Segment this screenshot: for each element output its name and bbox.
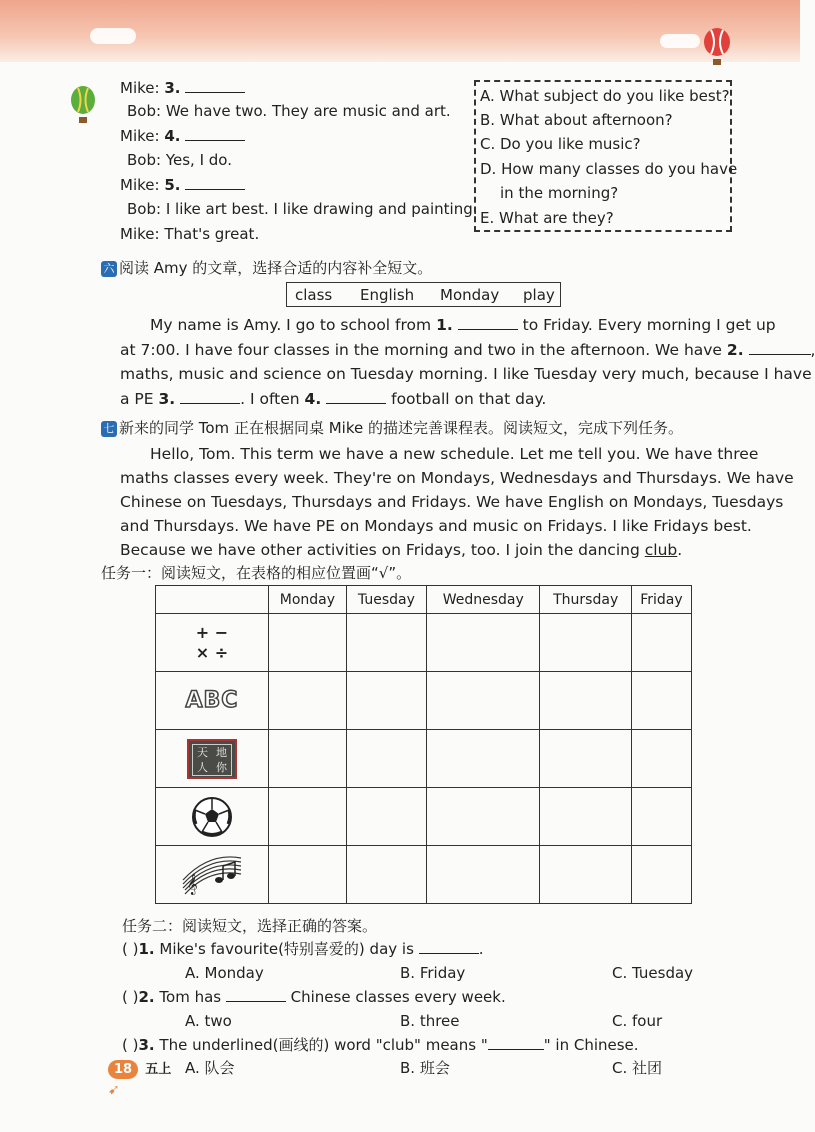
passage-line: My name is Amy. I go to school from 1. to Friday. Every morning I get up bbox=[150, 316, 776, 334]
question-2: ( )2. Tom has Chinese classes every week. bbox=[122, 988, 506, 1006]
table-row bbox=[156, 614, 692, 672]
table-row bbox=[156, 846, 692, 904]
table-row bbox=[156, 730, 692, 788]
option-c: C. four bbox=[612, 1012, 663, 1030]
section-badge: 六 bbox=[101, 261, 117, 277]
table-cell[interactable] bbox=[631, 672, 691, 730]
passage-line: at 7:00. I have four classes in the morning and two in the afternoon. We have 2. , bbox=[120, 341, 815, 359]
abc-letters-icon: ABC bbox=[156, 672, 269, 730]
passage-line: Chinese on Tuesdays, Thursdays and Fridays. We have English on Mondays, Tuesdays bbox=[120, 493, 784, 511]
option-b: B. Friday bbox=[400, 964, 466, 982]
table-cell[interactable] bbox=[426, 730, 539, 788]
option-a: A. Monday bbox=[185, 964, 264, 982]
football-icon bbox=[156, 788, 269, 846]
cloud-icon bbox=[90, 28, 136, 44]
maths-symbols-icon: + − × ÷ bbox=[156, 614, 269, 672]
answer-blank[interactable] bbox=[185, 189, 245, 190]
table-cell[interactable] bbox=[426, 788, 539, 846]
table-cell[interactable] bbox=[426, 672, 539, 730]
passage-line: and Thursdays. We have PE on Mondays and music on Fridays. I like Fridays best. bbox=[120, 517, 752, 535]
option-d: D. How many classes do you have bbox=[480, 160, 738, 178]
underlined-word-club: club bbox=[644, 541, 678, 559]
option-b: B. 班会 bbox=[400, 1059, 450, 1077]
dialog-line: Bob: We have two. They are music and art. bbox=[127, 102, 451, 120]
word-bank bbox=[286, 282, 561, 307]
table-cell[interactable] bbox=[540, 730, 631, 788]
answer-blank[interactable] bbox=[185, 92, 245, 93]
svg-text:𝄞: 𝄞 bbox=[187, 873, 198, 895]
table-cell[interactable] bbox=[346, 672, 426, 730]
word-bank-item: Monday bbox=[440, 286, 500, 304]
music-notes-icon bbox=[156, 846, 269, 904]
chinese-characters-icon: 天 地 人 你 bbox=[156, 730, 269, 788]
answer-blank[interactable] bbox=[488, 1049, 544, 1050]
table-cell[interactable] bbox=[540, 788, 631, 846]
table-cell[interactable] bbox=[540, 614, 631, 672]
day-header: Tuesday bbox=[346, 586, 426, 614]
dialog-line: Mike: 3. bbox=[120, 78, 245, 98]
passage-line: Hello, Tom. This term we have a new schedule. Let me tell you. We have three bbox=[150, 445, 759, 463]
option-a: A. What subject do you like best? bbox=[480, 87, 730, 105]
option-b: B. What about afternoon? bbox=[480, 111, 673, 129]
passage-line: a PE 3. . I often 4. football on that day. bbox=[120, 390, 547, 408]
table-cell[interactable] bbox=[269, 730, 347, 788]
dialog-line: Mike: 4. bbox=[120, 126, 245, 146]
table-cell[interactable] bbox=[346, 614, 426, 672]
table-cell[interactable] bbox=[540, 672, 631, 730]
answer-blank[interactable] bbox=[185, 140, 245, 141]
dialog-line: Mike: That's great. bbox=[120, 225, 260, 243]
question-3: ( )3. The underlined(画线的) word "club" means " " in Chinese. bbox=[122, 1036, 639, 1054]
table-cell[interactable] bbox=[631, 846, 691, 904]
dialog-line: Bob: Yes, I do. bbox=[127, 151, 232, 169]
table-cell[interactable] bbox=[426, 846, 539, 904]
answer-paren[interactable]: ( ) bbox=[122, 940, 139, 958]
table-cell[interactable] bbox=[346, 788, 426, 846]
section-6-title: 六 阅读 Amy 的文章，选择合适的内容补全短文。 bbox=[101, 258, 432, 278]
table-row bbox=[156, 788, 692, 846]
answer-blank[interactable] bbox=[749, 354, 811, 355]
option-d-continued: in the morning? bbox=[500, 184, 619, 202]
word-bank-item: class bbox=[295, 286, 333, 304]
option-e: E. What are they? bbox=[480, 209, 614, 227]
answer-blank[interactable] bbox=[458, 329, 518, 330]
task-2-title: 任务二：阅读短文，选择正确的答案。 bbox=[122, 917, 378, 935]
header-band bbox=[0, 0, 800, 62]
option-c: C. 社团 bbox=[612, 1059, 663, 1077]
section-badge: 七 bbox=[101, 421, 117, 437]
cloud-icon bbox=[660, 34, 700, 48]
grade-label: 五上 bbox=[145, 1062, 172, 1077]
word-bank-item: English bbox=[360, 286, 415, 304]
table-cell[interactable] bbox=[631, 788, 691, 846]
table-cell[interactable] bbox=[346, 730, 426, 788]
day-header: Thursday bbox=[540, 586, 631, 614]
table-cell[interactable] bbox=[631, 730, 691, 788]
options-box bbox=[474, 80, 738, 232]
dialog-line: Mike: 5. bbox=[120, 175, 245, 195]
section-7-title: 七 新来的同学 Tom 正在根据同桌 Mike 的描述完善课程表。阅读短文，完成下列任务。 bbox=[101, 418, 683, 438]
day-header: Monday bbox=[269, 586, 347, 614]
option-a: A. two bbox=[185, 1012, 232, 1030]
option-b: B. three bbox=[400, 1012, 460, 1030]
day-header: Friday bbox=[631, 586, 691, 614]
answer-paren[interactable]: ( ) bbox=[122, 988, 139, 1006]
table-cell[interactable] bbox=[540, 846, 631, 904]
option-c: C. Do you like music? bbox=[480, 135, 641, 153]
question-1: ( )1. Mike's favourite(特别喜爱的) day is . bbox=[122, 940, 484, 958]
answer-blank[interactable] bbox=[326, 403, 386, 404]
option-a: A. 队会 bbox=[185, 1059, 235, 1077]
table-corner-cell bbox=[156, 586, 269, 614]
passage-line: maths classes every week. They're on Mondays, Wednesdays and Thursdays. We have bbox=[120, 469, 794, 487]
table-cell[interactable] bbox=[631, 614, 691, 672]
word-bank-item: play bbox=[523, 286, 555, 304]
answer-paren[interactable]: ( ) bbox=[122, 1036, 139, 1054]
hot-air-balloon-icon bbox=[700, 28, 734, 68]
answer-blank[interactable] bbox=[226, 1001, 286, 1002]
task-1-title: 任务一：阅读短文，在表格的相应位置画“√”。 bbox=[101, 564, 412, 582]
table-cell[interactable] bbox=[426, 614, 539, 672]
table-row bbox=[156, 672, 692, 730]
page-number: 18 bbox=[108, 1060, 138, 1079]
passage-line: maths, music and science on Tuesday morning. I like Tuesday very much, because I have bbox=[120, 365, 812, 383]
table-cell[interactable] bbox=[269, 846, 347, 904]
day-header: Wednesday bbox=[426, 586, 539, 614]
table-cell[interactable] bbox=[269, 672, 347, 730]
page-footer bbox=[108, 1058, 188, 1098]
passage-line: Because we have other activities on Fridays, too. I join the dancing club. bbox=[120, 541, 683, 559]
table-cell[interactable] bbox=[346, 846, 426, 904]
schedule-table bbox=[155, 585, 692, 904]
dialog-line: Bob: I like art best. I like drawing and painting. bbox=[127, 200, 478, 218]
hot-air-balloon-icon bbox=[68, 86, 98, 126]
table-cell[interactable] bbox=[269, 614, 347, 672]
answer-blank[interactable] bbox=[180, 403, 240, 404]
option-c: C. Tuesday bbox=[612, 964, 694, 982]
table-cell[interactable] bbox=[269, 788, 347, 846]
answer-blank[interactable] bbox=[419, 953, 479, 954]
bird-icon: ➹ bbox=[108, 1082, 120, 1098]
